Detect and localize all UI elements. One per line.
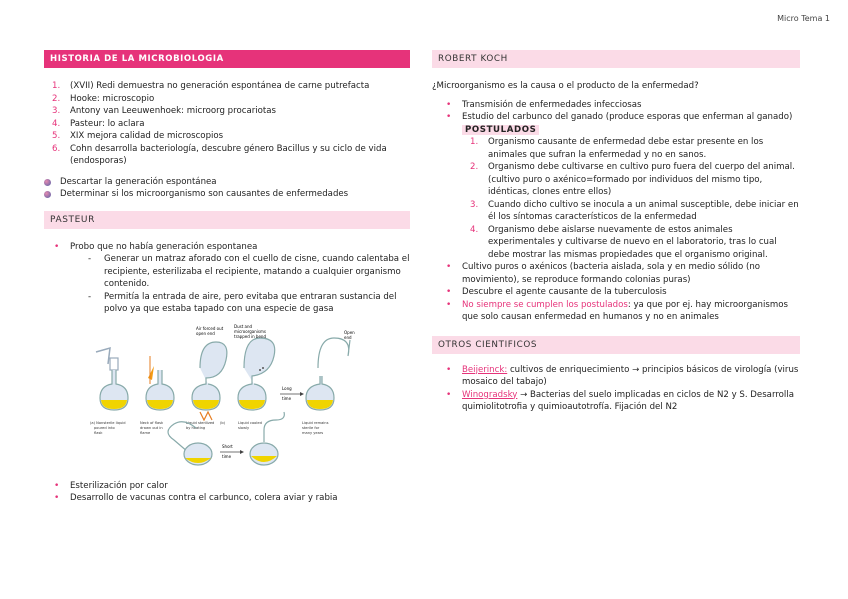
list-item: • Beijerinck: cultivos de enriquecimiento → principios básicos de virología (virus mosaico del tabajo) [446, 364, 799, 387]
goals-list [44, 176, 410, 201]
list-item: 1. (XVII) Redi demuestra no generación espontánea de carne putrefacta [52, 81, 370, 91]
list-item: 4. Pasteur: lo aclara [52, 118, 145, 129]
list-item: 4. Organismo debe aislarse nuevamente de estos animales experimentales y cultivarse de nuevo en el laboratorio, tras lo cual debe mostrar las mismas propiedades que el organismo original. [470, 224, 777, 260]
otros-heading: OTROS CIENTIFICOS [432, 336, 800, 354]
list-item: - Generar un matraz aforado con el cuello de cisne, cuando calentaba el recipiente, esterilizaba el recipiente, matando a cualquier organismo contenido. [88, 254, 410, 289]
list-item: • Desarrollo de vacunas contra el carbunco, colera aviar y rabia [54, 493, 338, 503]
bullet-icon: • [446, 287, 452, 297]
flask-step-4 [234, 324, 275, 410]
svg-text:(b): (b) [220, 420, 226, 425]
svg-text:Dust and: Dust and [234, 323, 253, 329]
pasteur-list [54, 241, 410, 254]
list-item: Determinar si los microorganismo son causantes de enfermedades [44, 188, 410, 201]
svg-text:Long: Long [282, 385, 292, 391]
flask-step-5 [306, 330, 355, 410]
koch-list [446, 99, 800, 137]
history-heading: HISTORIA DE LA MICROBIOLOGIA [44, 50, 410, 68]
bullet-icon: • [54, 480, 60, 491]
left-column [44, 50, 410, 505]
globe-bullet-icon [44, 191, 51, 198]
svg-text:Open: Open [344, 329, 355, 335]
svg-text:time: time [282, 395, 292, 401]
pasteur-after-list [54, 480, 410, 505]
bullet-icon: • [446, 262, 452, 272]
right-column [432, 50, 800, 414]
list-item: 2. Organismo debe cultivarse en cultivo puro fuera del cuerpo del animal. (cultivo puro o axénico=formado por individuos del mismo tipo, idénticas, clones entre ellos) [470, 162, 795, 197]
postulados-tag: POSTULADOS [462, 125, 539, 135]
bullet-icon: • [54, 493, 60, 503]
list-item: • Winogradsky → Bacterias del suelo implicadas en ciclos de N2 y S. Desarrolla quimiolitotrofia y quimioautotrofía. Fijación del N2 [446, 389, 794, 412]
list-item: 6. Cohn desarrolla bacteriología, descubre género Bacillus y su ciclo de vida (endosporas) [52, 143, 387, 166]
pasteur-flask-figure [88, 320, 388, 470]
svg-text:open end: open end [196, 330, 215, 336]
svg-text:by heating: by heating [186, 425, 206, 430]
time-arrow-2 [220, 444, 244, 459]
svg-text:drawn out in: drawn out in [140, 425, 163, 430]
flask-step-7 [250, 412, 284, 465]
beijerinck-link[interactable]: Beijerinck: [462, 364, 508, 375]
bullet-icon: • [446, 112, 452, 122]
figure-captions-row1 [90, 421, 329, 435]
bullet-icon: • [54, 241, 60, 252]
svg-text:Liquid cooled: Liquid cooled [238, 420, 262, 425]
winogradsky-link[interactable]: Winogradsky [462, 389, 518, 400]
svg-text:Liquid remains: Liquid remains [302, 420, 329, 425]
list-item: • Transmisión de enfermedades infecciosas [446, 99, 642, 110]
list-item: 1. Organismo causante de enfermedad debe estar presente en los animales que sufran la enfermedad y no en sanos. [470, 137, 764, 160]
flask-step-1 [96, 348, 128, 410]
bullet-icon: • [446, 364, 452, 375]
svg-text:microorganisms: microorganisms [234, 328, 266, 334]
svg-text:slowly: slowly [238, 425, 250, 430]
svg-text:Neck of flask: Neck of flask [140, 420, 164, 425]
koch-question: ¿Microorganismo es la causa o el producto de la enfermedad? [432, 81, 699, 91]
list-item: 3. Cuando dicho cultivo se inocula a un animal susceptible, debe iniciar en él los síntomas característicos de la enfermedad [470, 199, 799, 222]
list-item: 2. Hooke: microscopio [52, 93, 155, 104]
postulados-warning: No siempre se cumplen los postulados [462, 299, 628, 310]
svg-text:sterile for: sterile for [302, 425, 320, 430]
svg-text:(a) Nonsterile liquid: (a) Nonsterile liquid [90, 420, 126, 425]
globe-bullet-icon [44, 179, 51, 186]
svg-text:poured into: poured into [94, 425, 115, 430]
otros-list [446, 364, 800, 414]
pasteur-sublist [44, 253, 410, 316]
flask-step-2 [146, 356, 174, 410]
document-header: Micro Tema 1 [777, 14, 830, 23]
list-item: • Cultivo puros o axénicos (bacteria aislada, sola y en medio sólido (no movimiento), se reproduce formando colonias puras) [446, 262, 761, 285]
svg-text:trapped in bend: trapped in bend [234, 333, 267, 339]
list-item: • Estudio del carbunco del ganado (produce esporas que enferman al ganado) POSTULADOS [446, 112, 793, 135]
history-list [44, 80, 410, 168]
list-item: • No siempre se cumplen los postulados: ya que por ej. hay microorganismos que solo causan enfermedad en humanos y no en animales [446, 299, 788, 322]
time-arrow-1 [280, 386, 304, 401]
list-item: 5. XIX mejora calidad de microscopios [52, 131, 224, 141]
koch-heading: ROBERT KOCH [432, 50, 800, 68]
svg-text:many years: many years [302, 430, 324, 435]
svg-text:Short: Short [222, 443, 233, 449]
bullet-icon: • [446, 299, 452, 310]
list-item: 3. Antony van Leeuwenhoek: microorg procariotas [52, 106, 277, 116]
list-item: • Esterilización por calor [54, 480, 168, 491]
flask-step-3 [192, 326, 227, 420]
list-item: • Descubre el agente causante de la tuberculosis [446, 287, 667, 297]
bullet-icon: • [446, 99, 452, 110]
postulados-list [432, 136, 800, 261]
svg-text:Liquid sterilized: Liquid sterilized [186, 420, 215, 425]
svg-text:Air forced out: Air forced out [196, 325, 224, 331]
list-item: • Probo que no había generación espontanea [54, 241, 258, 252]
bullet-icon: • [446, 389, 452, 400]
svg-text:flame: flame [140, 430, 151, 435]
svg-text:flask: flask [94, 430, 103, 435]
koch-list-2 [446, 261, 800, 324]
svg-text:end: end [344, 334, 352, 340]
list-item: - Permitía la entrada de aire, pero evitaba que entraran sustancia del polvo ya que estaba tapado con una especie de gasa [88, 291, 397, 314]
svg-text:time: time [222, 453, 232, 459]
list-item: Descartar la generación espontánea [44, 176, 410, 189]
pasteur-heading: PASTEUR [44, 211, 410, 229]
